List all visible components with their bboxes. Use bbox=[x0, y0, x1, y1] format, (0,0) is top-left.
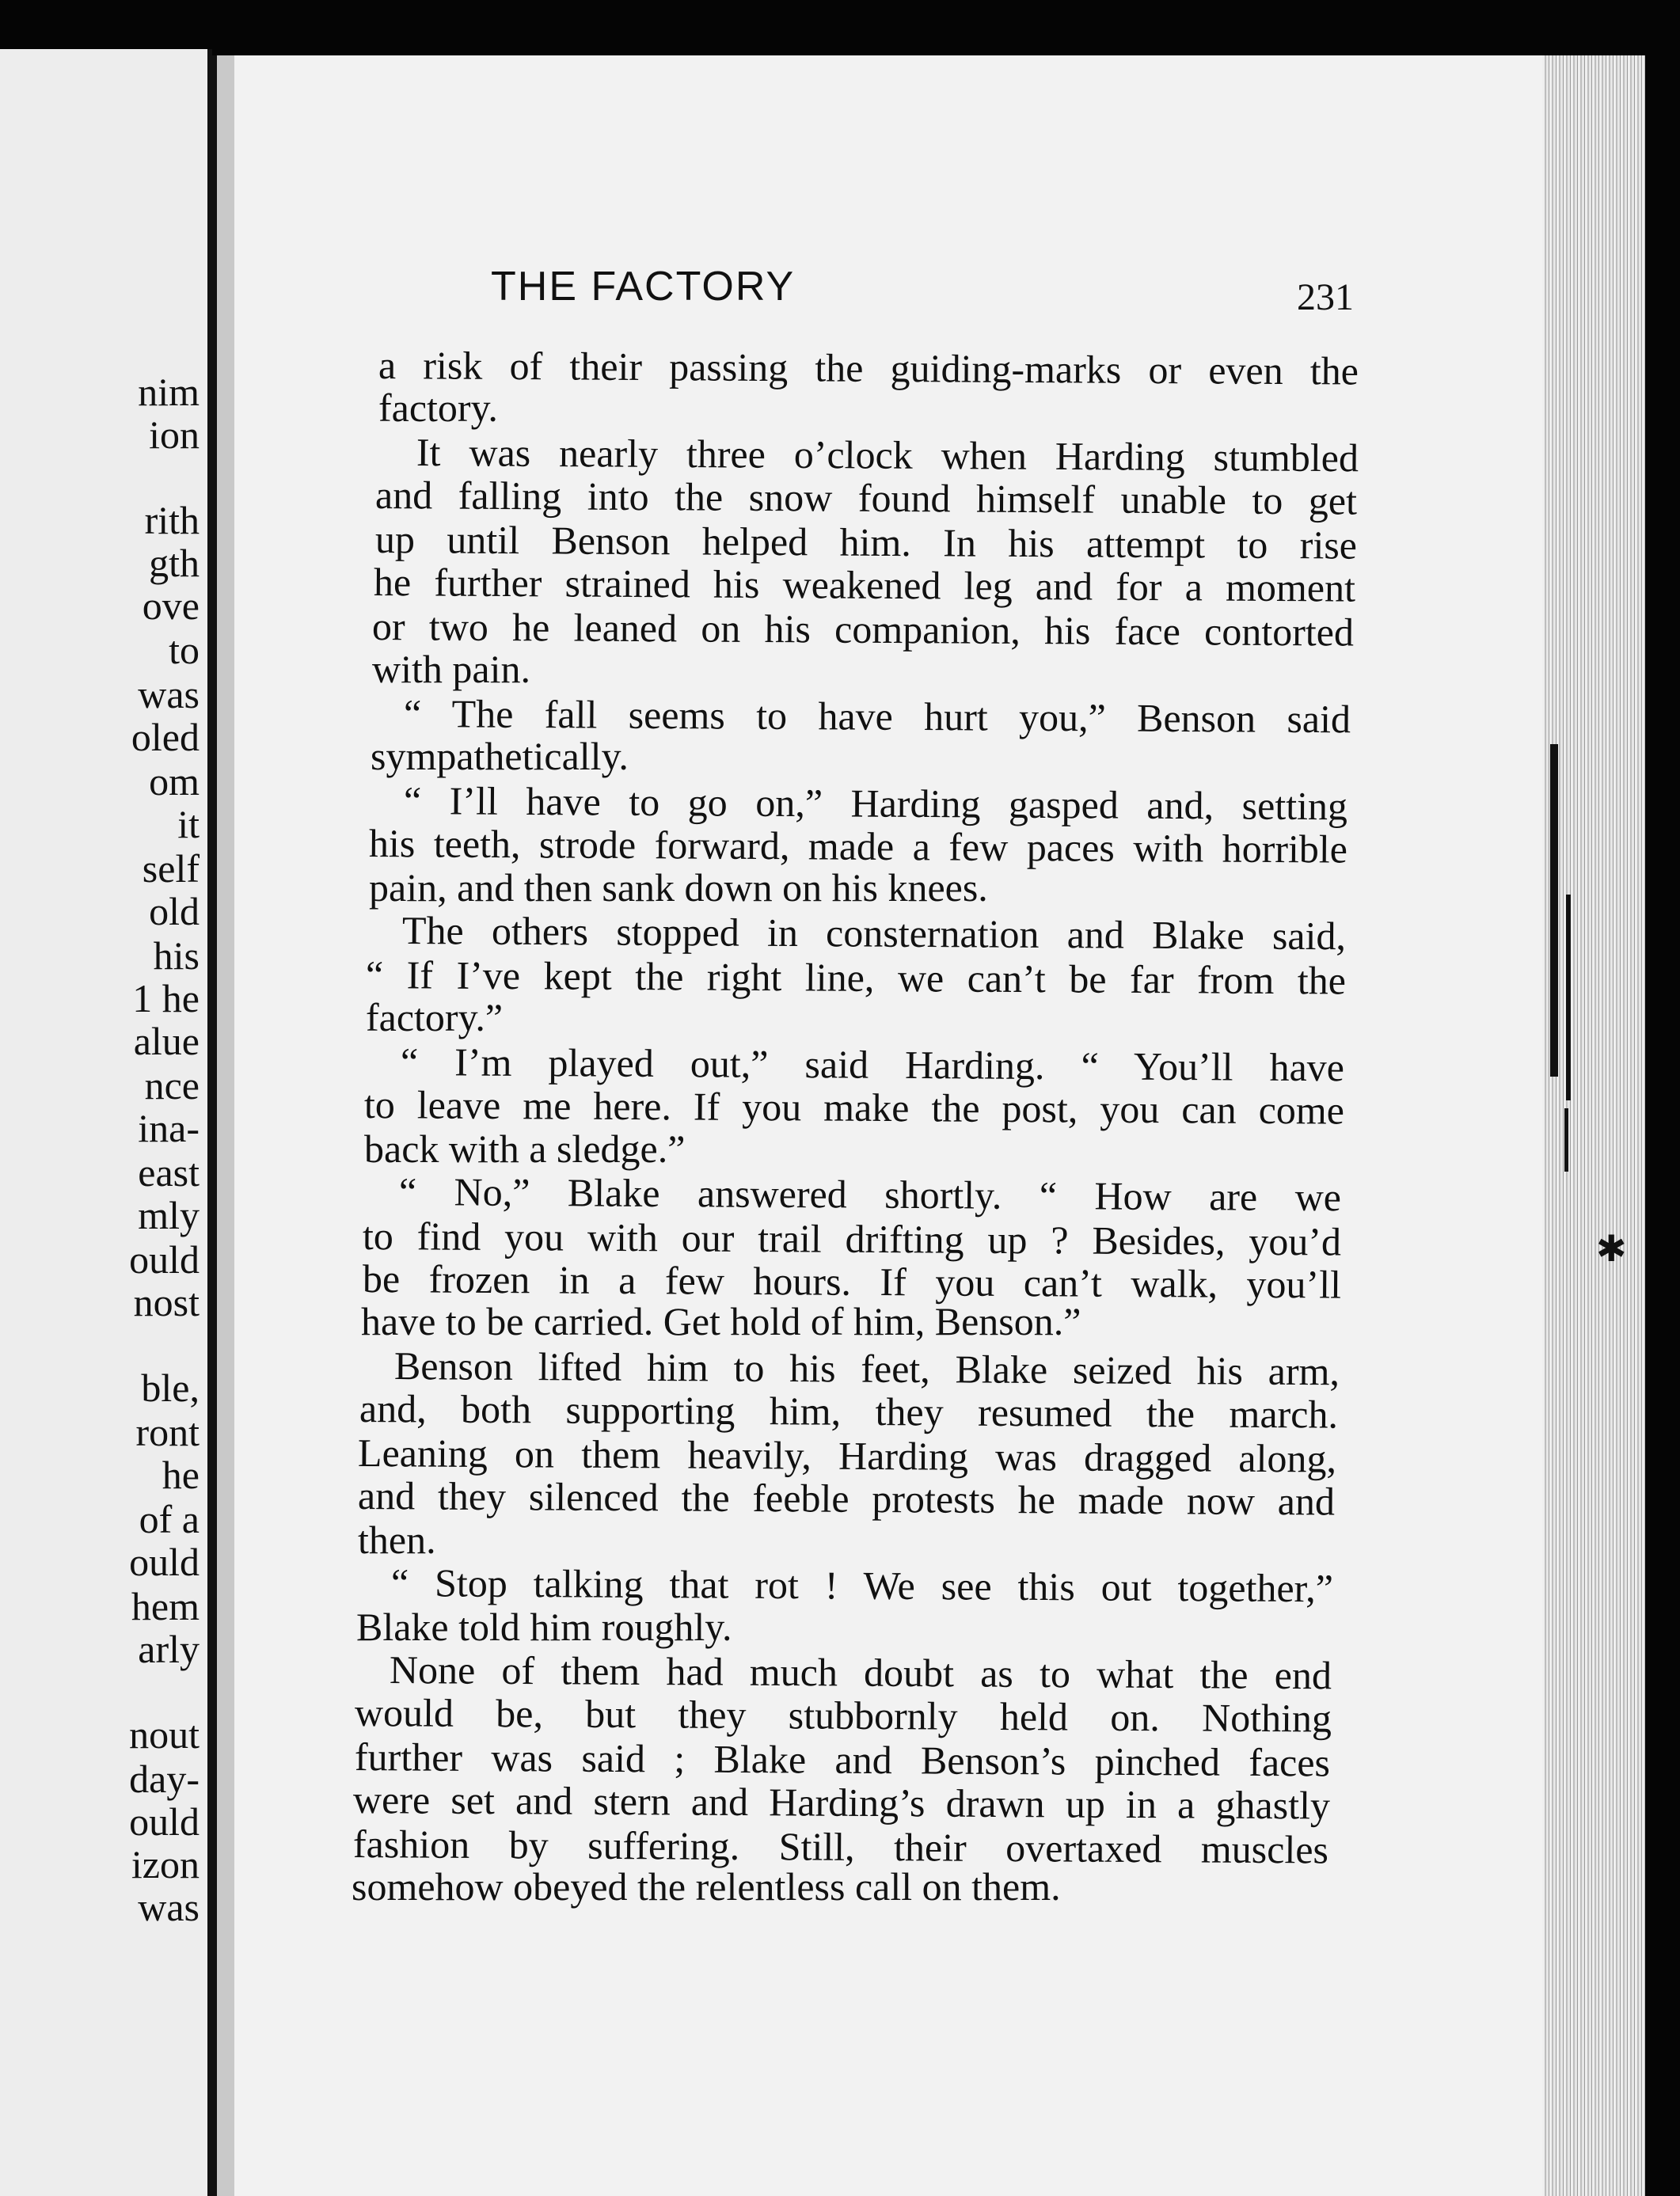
text-line: fashion by suffering. Still, their overtaxed muscles bbox=[352, 1822, 1329, 1872]
left-page-line: ion bbox=[149, 412, 200, 457]
text-line: factory. bbox=[378, 386, 498, 430]
text-line: “ The fall seems to have hurt you,” Benson said bbox=[403, 691, 1351, 742]
left-page-line: was bbox=[138, 672, 200, 716]
left-page-line: ront bbox=[135, 1410, 200, 1454]
text-line: be frozen in a few hours. If you can’t walk, you’ll bbox=[362, 1256, 1342, 1307]
edge-mark bbox=[1564, 1108, 1568, 1172]
text-line: None of them had much doubt as to what the end bbox=[389, 1647, 1332, 1698]
left-page-line: ina- bbox=[138, 1106, 200, 1150]
left-page-line: day- bbox=[129, 1757, 200, 1801]
text-line: further was said ; Blake and Benson’s pinched faces bbox=[354, 1734, 1331, 1785]
left-page-line: ble, bbox=[141, 1366, 200, 1410]
text-line: and falling into the snow found himself unable to get bbox=[374, 473, 1358, 523]
left-page-line: ould bbox=[129, 1237, 200, 1282]
left-page-line: alue bbox=[133, 1019, 200, 1063]
left-page-line: om bbox=[149, 759, 200, 804]
left-page-line: it bbox=[177, 802, 200, 846]
text-line: with pain. bbox=[372, 647, 530, 691]
text-line: “ If I’ve kept the right line, we can’t be far from the bbox=[365, 952, 1347, 1003]
text-line: to find you with our trail drifting up ? Besides, you’d bbox=[362, 1214, 1342, 1264]
text-line: would be, but they stubbornly held on. Nothing bbox=[354, 1690, 1332, 1741]
left-page-line: mly bbox=[138, 1193, 200, 1237]
text-line: were set and stern and Harding’s drawn up in a ghastly bbox=[352, 1777, 1331, 1828]
text-line: to leave me here. If you make the post, you can come bbox=[363, 1082, 1345, 1133]
text-line: up until Benson helped him. In his attempt to rise bbox=[374, 517, 1358, 568]
text-line: back with a sledge.” bbox=[364, 1126, 686, 1171]
text-line: and, both supporting him, they resumed the march. bbox=[359, 1386, 1339, 1437]
left-page-line: to bbox=[169, 628, 200, 672]
left-page-line: east bbox=[138, 1150, 200, 1195]
left-page-line: self bbox=[142, 846, 200, 891]
left-page-line: nce bbox=[144, 1063, 200, 1107]
edge-speck: ✱ bbox=[1596, 1229, 1627, 1269]
text-line: he further strained his weakened leg and for a moment bbox=[373, 560, 1356, 610]
text-line: somehow obeyed the relentless call on them. bbox=[352, 1864, 1061, 1909]
text-line: then. bbox=[358, 1518, 436, 1562]
text-line: “ Stop talking that rot ! We see this out together,” bbox=[390, 1560, 1334, 1611]
text-line: “ I’ll have to go on,” Harding gasped and, setting bbox=[403, 778, 1348, 829]
text-line: Benson lifted him to his feet, Blake seized his arm, bbox=[393, 1343, 1340, 1394]
left-page-line: arly bbox=[138, 1627, 200, 1671]
text-line: pain, and then sank down on his knees. bbox=[369, 865, 988, 910]
gutter-shadow bbox=[217, 55, 234, 2196]
text-line: “ No,” Blake answered shortly. “ How are we bbox=[398, 1169, 1342, 1220]
edge-mark bbox=[1550, 744, 1558, 1077]
text-line: “ I’m played out,” said Harding. “ You’ll have bbox=[400, 1039, 1345, 1090]
text-line: a risk of their passing the guiding-marks or even the bbox=[378, 343, 1359, 393]
text-line: his teeth, strode forward, made a few paces with horrible bbox=[368, 821, 1348, 872]
text-line: The others stopped in consternation and Blake said, bbox=[401, 908, 1347, 959]
left-page-line: nost bbox=[133, 1280, 200, 1324]
text-line: or two he leaned on his companion, his face contorted bbox=[371, 604, 1355, 655]
left-page-line: was bbox=[138, 1885, 200, 1929]
text-line: sympathetically. bbox=[371, 734, 629, 778]
edge-mark bbox=[1566, 895, 1571, 1100]
left-page-line: izon bbox=[131, 1842, 200, 1886]
left-page-line: ould bbox=[129, 1540, 200, 1584]
text-line: have to be carried. Get hold of him, Benson.” bbox=[361, 1299, 1081, 1343]
left-page-line: rith bbox=[144, 498, 200, 542]
left-page-line: of a bbox=[139, 1497, 200, 1541]
text-line: Leaning on them heavily, Harding was dragged along, bbox=[357, 1430, 1337, 1481]
left-page-line: 1 he bbox=[132, 976, 200, 1020]
left-page-line: ove bbox=[142, 583, 200, 628]
left-page-line: gth bbox=[149, 541, 200, 585]
page-number: 231 bbox=[1297, 276, 1354, 318]
left-page-line: ould bbox=[129, 1799, 200, 1844]
text-line: Blake told him roughly. bbox=[356, 1605, 732, 1649]
left-page-line: his bbox=[153, 933, 200, 978]
text-line: factory.” bbox=[366, 995, 504, 1039]
left-page-line: old bbox=[149, 889, 200, 933]
text-line: It was nearly three o’clock when Harding stumbled bbox=[416, 430, 1359, 481]
left-page bbox=[0, 49, 212, 2196]
left-page-line: nout bbox=[129, 1712, 200, 1757]
running-head: THE FACTORY bbox=[491, 264, 796, 310]
text-line: and they silenced the feeble protests he made now and bbox=[357, 1473, 1336, 1524]
left-page-line: hem bbox=[131, 1584, 200, 1628]
left-page-line: nim bbox=[138, 370, 200, 414]
page-edges bbox=[1542, 55, 1645, 2196]
left-page-line: oled bbox=[131, 715, 200, 759]
left-page-line: he bbox=[162, 1453, 200, 1497]
